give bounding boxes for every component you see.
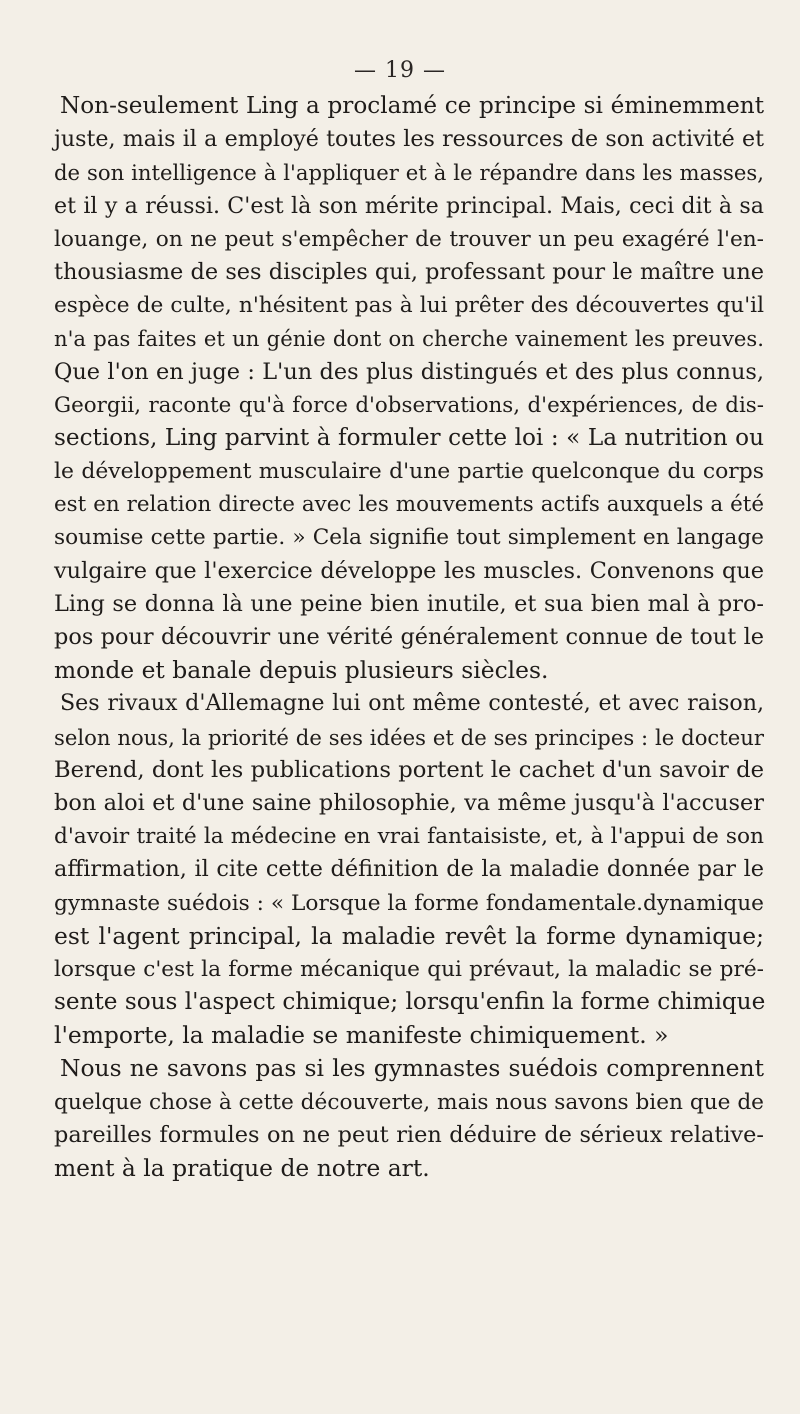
text-line: sections, Ling parvint à formuler cette loi : « La nutrition ou <box>54 424 764 451</box>
text-line: monde et banale depuis plusieurs siècles. <box>54 656 549 685</box>
text-line: affirmation, il cite cette définition de la maladie donnée par le <box>54 856 764 883</box>
text-line: Ling se donna là une peine bien inutile, et sua bien mal à pro- <box>54 590 764 617</box>
text-line: Berend, dont les publications portent le cachet d'un savoir de <box>54 756 764 783</box>
text-line: sente sous l'aspect chimique; lorsqu'enfin la forme chimique <box>54 989 766 1016</box>
text-line: selon nous, la priorité de ses idées et de ses principes : le docteur <box>54 724 764 750</box>
text-line: vulgaire que l'exercice développe les muscles. Convenons que <box>54 557 764 584</box>
text-line: l'emporte, la maladie se manifeste chimiquement. » <box>54 1021 669 1050</box>
text-line: gymnaste suédois : « Lorsque la forme fondamentale.dynamique <box>54 890 764 916</box>
text-line: de son intelligence à l'appliquer et à le répandre dans les masses, <box>54 160 764 186</box>
text-line: louange, on ne peut s'empêcher de trouver un peu exagéré l'en- <box>54 226 764 252</box>
text-line: et il y a réussi. C'est là son mérite principal. Mais, ceci dit à sa <box>54 192 764 219</box>
text-line: n'a pas faites et un génie dont on cherche vainement les preuves. <box>54 326 764 352</box>
page-number: — 19 — <box>354 58 446 83</box>
text-line: Georgii, raconte qu'à force d'observations, d'expériences, de dis- <box>54 392 764 418</box>
text-line: ment à la pratique de notre art. <box>54 1154 430 1182</box>
text-line: est en relation directe avec les mouvements actifs auxquels a été <box>54 492 764 518</box>
text-line: quelque chose à cette découverte, mais nous savons bien que de <box>54 1089 764 1115</box>
text-line: pos pour découvrir une vérité généralement connue de tout le <box>54 624 764 650</box>
text-line: Ses rivaux d'Allemagne lui ont même contesté, et avec raison, <box>60 690 764 717</box>
text-line: espèce de culte, n'hésitent pas à lui prêter des découvertes qu'il <box>54 293 764 319</box>
text-line: Nous ne savons pas si les gymnastes suédois comprennent <box>60 1054 764 1083</box>
text-line: est l'agent principal, la maladie revêt la forme dynamique; <box>54 921 764 950</box>
text-line: bon aloi et d'une saine philosophie, va même jusqu'à l'accuser <box>54 789 764 816</box>
body-text <box>54 90 764 1185</box>
text-line: Non-seulement Ling a proclamé ce principe si éminemment <box>60 93 764 119</box>
text-line: Que l'on en juge : L'un des plus distingués et des plus connus, <box>54 358 764 385</box>
text-line: soumise cette partie. » Cela signifie tout simplement en langage <box>54 525 764 551</box>
text-line: lorsque c'est la forme mécanique qui prévaut, la maladic se pré- <box>54 956 764 982</box>
text-line: le développement musculaire d'une partie quelconque du corps <box>54 459 764 485</box>
text-line: juste, mais il a employé toutes les ressources de son activité et <box>54 126 764 153</box>
text-line: pareilles formules on ne peut rien déduire de sérieux relative- <box>54 1121 764 1148</box>
text-line: d'avoir traité la médecine en vrai fantaisiste, et, à l'appui de son <box>54 824 764 850</box>
text-line: thousiasme de ses disciples qui, professant pour le maître une <box>54 258 764 285</box>
